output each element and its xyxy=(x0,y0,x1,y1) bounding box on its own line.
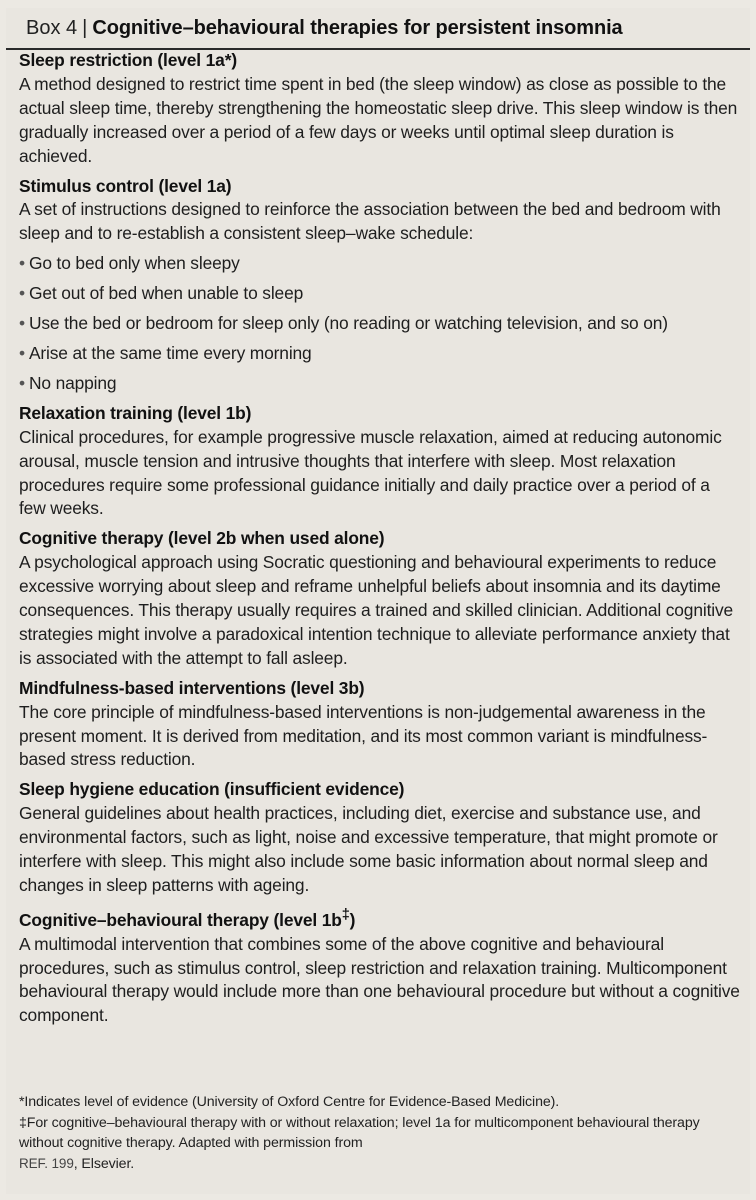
list-item xyxy=(19,252,741,276)
section-title-text: Cognitive–behavioural therapy (level 1b xyxy=(19,909,342,930)
section-body: The core principle of mindfulness-based interventions is non-judgemental awareness in the present moment. It is derived from meditation, and its most common variant is mindfulness-based stress reduction. xyxy=(19,701,708,770)
list-item xyxy=(19,372,741,396)
box-title: Cognitive–behavioural therapies for persistent insomnia xyxy=(92,16,623,39)
bullet-icon: • xyxy=(19,283,25,304)
footnote-cbt xyxy=(19,1113,734,1175)
section-body: A psychological approach using Socratic questioning and behavioural experiments to reduce excessive worrying about sleep and reframe unhelpful beliefs about insomnia and its daytime consequences. This therapy usually requires a trained and skilled clinician. Additional cognitive strategies might involve a paradoxical intention technique to alleviate performance anxiety that is associated with the attempt to fall asleep. xyxy=(19,552,734,668)
bullet-text: Go to bed only when sleepy xyxy=(28,253,240,274)
section-relaxation-training xyxy=(19,402,741,522)
box-separator: | xyxy=(82,16,88,39)
bullet-text: Arise at the same time every morning xyxy=(28,342,312,363)
section-title: Cognitive therapy (level 2b when used alone) xyxy=(19,528,385,549)
reference-suffix: , Elsevier. xyxy=(73,1155,135,1172)
box-content xyxy=(19,49,741,1034)
section-mindfulness xyxy=(19,677,741,773)
bullet-text: No napping xyxy=(28,372,117,393)
section-title: Stimulus control (level 1a) xyxy=(19,175,232,196)
double-dagger-mark: ‡ xyxy=(341,906,350,923)
section-body: A set of instructions designed to reinforce the association between the bed and bedroom with sleep and to re-establish a consistent sleep–wake schedule: xyxy=(19,199,721,244)
section-stimulus-control xyxy=(19,175,741,396)
section-body: General guidelines about health practices, including diet, exercise and substance use, and environmental factors, such as light, noise and excessive temperature, that might promote or interfere with sleep. This might also include some basic information about normal sleep and changes in sleep patterns with ageing. xyxy=(19,803,718,895)
footnote-cbt-text: ‡For cognitive–behavioural therapy with or without relaxation; level 1a for multicomponent behavioural therapy without cognitive therapy. Adapted with permission from xyxy=(19,1114,700,1152)
section-body: A method designed to restrict time spent in bed (the sleep window) as close as possible to the actual sleep time, thereby strengthening the homeostatic sleep drive. This sleep window is then gradually increased over a period of a few days or weeks until optimal sleep duration is achieved. xyxy=(19,73,738,166)
section-body: A multimodal intervention that combines some of the above cognitive and behavioural procedures, such as stimulus control, sleep restriction and relaxation training. Multicomponent behavioural therapy would include more than one behavioural procedure but without a cognitive component. xyxy=(19,933,740,1026)
bullet-text: Use the bed or bedroom for sleep only (no reading or watching television, and so on) xyxy=(28,313,668,334)
section-cbt xyxy=(19,904,741,1028)
bullet-icon: • xyxy=(19,342,25,363)
section-title xyxy=(19,904,741,933)
section-title: Mindfulness-based interventions (level 3b) xyxy=(19,677,365,698)
box-header xyxy=(6,8,750,50)
section-title-end: ) xyxy=(349,909,356,930)
list-item xyxy=(19,282,741,306)
list-item xyxy=(19,342,741,366)
section-body: Clinical procedures, for example progressive muscle relaxation, aimed at reducing autonomic arousal, muscle tension and intrusive thoughts that interfere with sleep. Most relaxation procedures require some professional guidance initially and daily practice over a period of a few weeks. xyxy=(19,426,722,519)
footnote-evidence: *Indicates level of evidence (University of Oxford Centre for Evidence-Based Medicine). xyxy=(19,1094,560,1110)
section-title: Relaxation training (level 1b) xyxy=(19,402,252,423)
bullet-list xyxy=(19,252,741,396)
bullet-icon: • xyxy=(19,372,25,393)
bullet-text: Get out of bed when unable to sleep xyxy=(28,283,304,304)
bullet-icon: • xyxy=(19,313,25,334)
box-label: Box 4 xyxy=(26,16,78,39)
section-title: Sleep restriction (level 1a*) xyxy=(19,50,237,70)
list-item xyxy=(19,312,741,336)
section-sleep-restriction xyxy=(19,49,741,169)
footnotes xyxy=(19,1092,734,1174)
section-sleep-hygiene xyxy=(19,778,741,898)
bullet-icon: • xyxy=(19,253,25,274)
section-cognitive-therapy xyxy=(19,527,741,670)
reference-link[interactable]: REF. 199 xyxy=(19,1155,74,1171)
section-title: Sleep hygiene education (insufficient evidence) xyxy=(19,779,405,800)
